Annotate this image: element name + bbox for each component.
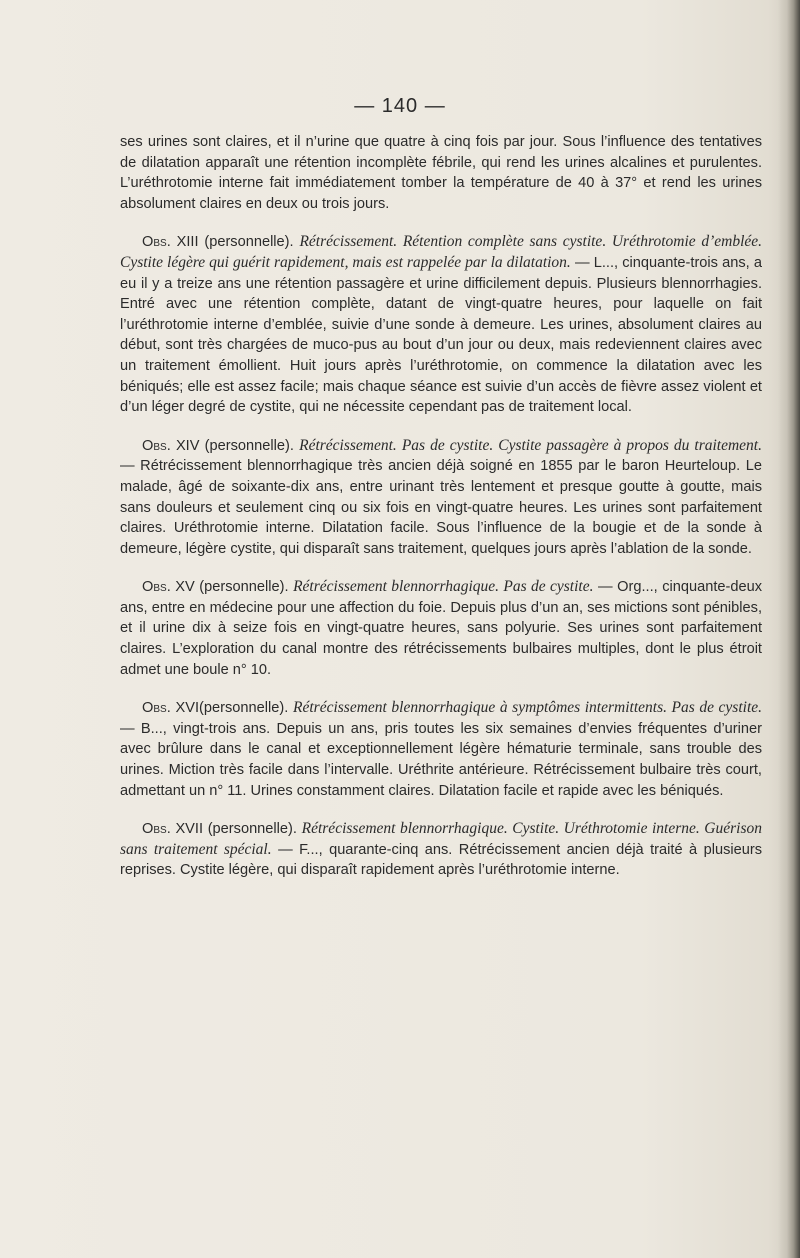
obs-title: Rétrécissement blennorrhagique. Pas de cystite. bbox=[293, 578, 594, 596]
obs-label: Obs. bbox=[142, 821, 171, 838]
observation-17 bbox=[120, 819, 762, 881]
observation-13 bbox=[120, 232, 762, 417]
observation-14 bbox=[120, 436, 762, 560]
obs-number: XIV (personnelle). bbox=[175, 437, 294, 454]
obs-title: Rétrécissement. Pas de cystite. Cystite passagère à propos du traitement. bbox=[299, 436, 762, 454]
obs-title: Rétrécissement blennorrhagique à symptômes intermittents. Pas de cystite. bbox=[293, 699, 763, 717]
observation-15 bbox=[120, 577, 762, 680]
document-body bbox=[120, 132, 762, 899]
observation-16 bbox=[120, 698, 762, 801]
obs-body: — Rétrécissement blennorrhagique très ancien déjà soigné en 1855 par le baron Heurteloup. Le malade, âgé de soixante-dix ans, entre urinant très lentement et presque goutte à goutte, mais sans douleurs et seulement cinq ou six fois en vingt-quatre heures. Les urines sont parfaitement claires. Uréthrotomie interne. Dilatation facile. Sous l’influence de la bougie et de la sonde à demeure, légère cystite, qui disparaît sans traitement, quelques jours après l’ablation de la sonde. bbox=[120, 458, 762, 557]
obs-number: XVII (personnelle). bbox=[175, 821, 297, 838]
obs-number: XVI(personnelle). bbox=[175, 700, 289, 717]
page-edge-shadow bbox=[778, 0, 800, 1258]
obs-body: — L..., cinquante-trois ans, a eu il y a treize ans une rétention passagère et urine difficilement depuis. Plusieurs blennorrhagies. Entré avec une rétention complète, datant de vingt-quatre heures, pour laquelle on fait l’uréthrotomie interne d’emblée, suivie d’une sonde à demeure. Les urines, absolument claires au début, sont très chargées de muco-pus au bout d’un jour ou deux, mais redeviennent claires avec un traitement émollient. Huit jours après l’uréthrotomie, on commence la dilatation avec les béniqués; elle est assez facile; mais chaque séance est suivie d’un accès de fièvre assez violent et d’un léger degré de cystite, qui ne nécessite cependant pas de traitement local. bbox=[120, 254, 762, 416]
obs-number: XV (personnelle). bbox=[175, 579, 289, 596]
obs-number: XIII (personnelle). bbox=[176, 234, 294, 251]
obs-label: Obs. bbox=[142, 234, 171, 251]
intro-paragraph: ses urines sont claires, et il n’urine que quatre à cinq fois par jour. Sous l’influence des tentatives de dilatation apparaît une rétention incomplète fébrile, qui rend les urines alcalines et purulentes. L’uréthrotomie interne fait immédiatement tomber la température de 40 à 37° et rend les urines absolument claires en deux ou trois jours. bbox=[120, 134, 762, 212]
obs-title: Rétrécissement. Rétention complète sans cystite. Uréthrotomie d’emblée. Cystite légère qui guérit rapidement, mais est rappelée par la dilatation. bbox=[120, 233, 763, 271]
obs-body: — Org..., cinquante-deux ans, entre en médecine pour une affection du foie. Depuis plus d’un an, ses mictions sont pénibles, et il urine dix à seize fois en vingt-quatre heures, sans polyurie. Ses urines sont parfaitement claires. L’exploration du canal montre des rétrécissements bulbaires multiples, dont le plus étroit admet une boule n° 10. bbox=[120, 579, 763, 678]
obs-label: Obs. bbox=[142, 579, 171, 596]
obs-label: Obs. bbox=[142, 700, 171, 717]
obs-label: Obs. bbox=[142, 437, 171, 454]
page-number: — 140 — bbox=[354, 95, 446, 117]
obs-body: — F..., quarante-cinq ans. Rétrécissement ancien déjà traité à plusieurs reprises. Cystite légère, qui disparaît rapidement après l’uréthrotomie interne. bbox=[120, 841, 762, 879]
obs-body: — B..., vingt-trois ans. Depuis un ans, pris toutes les six semaines d’envies fréquentes d’uriner avec brûlure dans le canal et exceptionnellement légère hématurie terminale, sans trouble des urines. Miction très facile dans l’intervalle. Uréthrite antérieure. Rétrécissement bulbaire très court, admettant un n° 11. Urines constamment claires. Dilatation facile et rapide avec les béniqués. bbox=[120, 720, 762, 799]
obs-title: Rétrécissement blennorrhagique. Cystite. Uréthrotomie interne. Guérison sans traitement spécial. bbox=[120, 820, 762, 858]
